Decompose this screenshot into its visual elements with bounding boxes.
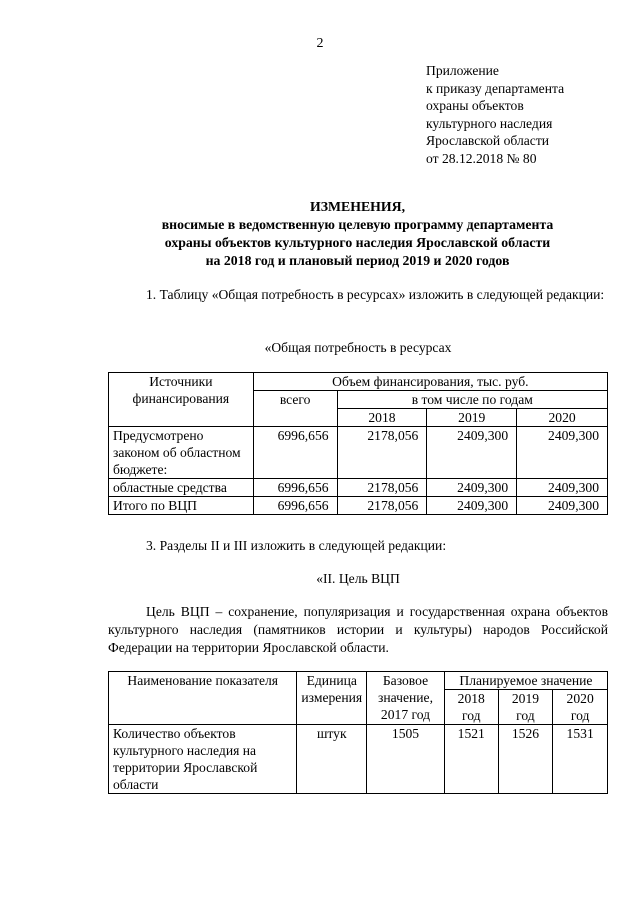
table-row (109, 427, 608, 479)
appendix-line: культурного наследия (426, 115, 553, 131)
title-line: ИЗМЕНЕНИЯ, (309, 199, 406, 214)
header-year: 2020 (517, 409, 608, 427)
goal-text: Цель ВЦП – сохранение, популяризация и государственная охрана объектов культурного наследия (памятников истории и культуры) народов Российской Федерации на территории Ярославской области. (108, 604, 608, 655)
page-number: 2 (316, 36, 324, 51)
appendix-line: охраны объектов (426, 98, 524, 113)
appendix-block (426, 62, 564, 167)
cell-total: 6996,656 (253, 427, 337, 479)
section-2-title: «II. Цель ВЦП (316, 571, 400, 586)
header-unit: Единица измерения (297, 672, 367, 725)
appendix-line: от 28.12.2018 № 80 (426, 150, 537, 166)
appendix-line: к приказу департамента (426, 80, 565, 96)
cell-2018: 2178,056 (337, 427, 427, 479)
row-name: Итого по ВЦП (109, 497, 254, 515)
header-source: Источники финансирования (109, 373, 254, 427)
row-name: Количество объектов культурного наследия на территории Ярославской области (109, 725, 297, 794)
indicators-table (108, 671, 608, 794)
cell-2020: 1531 (553, 725, 608, 794)
cell-2018: 2178,056 (337, 479, 427, 497)
cell-2020: 2409,300 (517, 479, 608, 497)
header-year: 2018 год (444, 690, 498, 725)
title-line: охраны объектов культурного наследия Ярославской области (164, 235, 551, 250)
document-title (70, 198, 640, 270)
header-by-years: в том числе по годам (337, 391, 607, 409)
paragraph-3-text: 3. Разделы II и III изложить в следующей редакции: (146, 538, 447, 553)
table-row (109, 725, 608, 794)
cell-2020: 2409,300 (517, 497, 608, 515)
title-line: вносимые в ведомственную целевую программу департамента (161, 217, 554, 232)
header-total: всего (253, 391, 337, 427)
cell-unit: штук (297, 725, 367, 794)
appendix-line: Ярославской области (426, 133, 550, 148)
header-year: 2020 год (553, 690, 608, 725)
cell-2018: 1521 (444, 725, 498, 794)
table1-caption: «Общая потребность в ресурсах (264, 340, 452, 355)
header-year: 2018 (337, 409, 427, 427)
header-planned: Планируемое значение (444, 672, 607, 690)
header-volume: Объем финансирования, тыс. руб. (253, 373, 607, 391)
cell-2019: 2409,300 (427, 497, 517, 515)
paragraph-1-text: 1. Таблицу «Общая потребность в ресурсах» изложить в следующей редакции: (146, 287, 605, 302)
header-base: Базовое значение, 2017 год (367, 672, 445, 725)
header-indicator: Наименование показателя (109, 672, 297, 725)
cell-2019: 1526 (498, 725, 553, 794)
cell-base: 1505 (367, 725, 445, 794)
row-name: Предусмотрено законом об областном бюджете: (109, 427, 254, 479)
cell-total: 6996,656 (253, 497, 337, 515)
header-year: 2019 год (498, 690, 553, 725)
cell-2020: 2409,300 (517, 427, 608, 479)
cell-2019: 2409,300 (427, 479, 517, 497)
goal-paragraph (108, 603, 608, 657)
cell-2019: 2409,300 (427, 427, 517, 479)
appendix-line: Приложение (426, 63, 499, 78)
table-row (109, 497, 608, 515)
cell-2018: 2178,056 (337, 497, 427, 515)
paragraph-3 (108, 537, 608, 555)
cell-total: 6996,656 (253, 479, 337, 497)
row-name: областные средства (109, 479, 254, 497)
header-year: 2019 (427, 409, 517, 427)
table-row (109, 479, 608, 497)
resources-table (108, 372, 608, 515)
title-line: на 2018 год и плановый период 2019 и 2020 годов (205, 253, 510, 268)
paragraph-1 (108, 286, 608, 304)
